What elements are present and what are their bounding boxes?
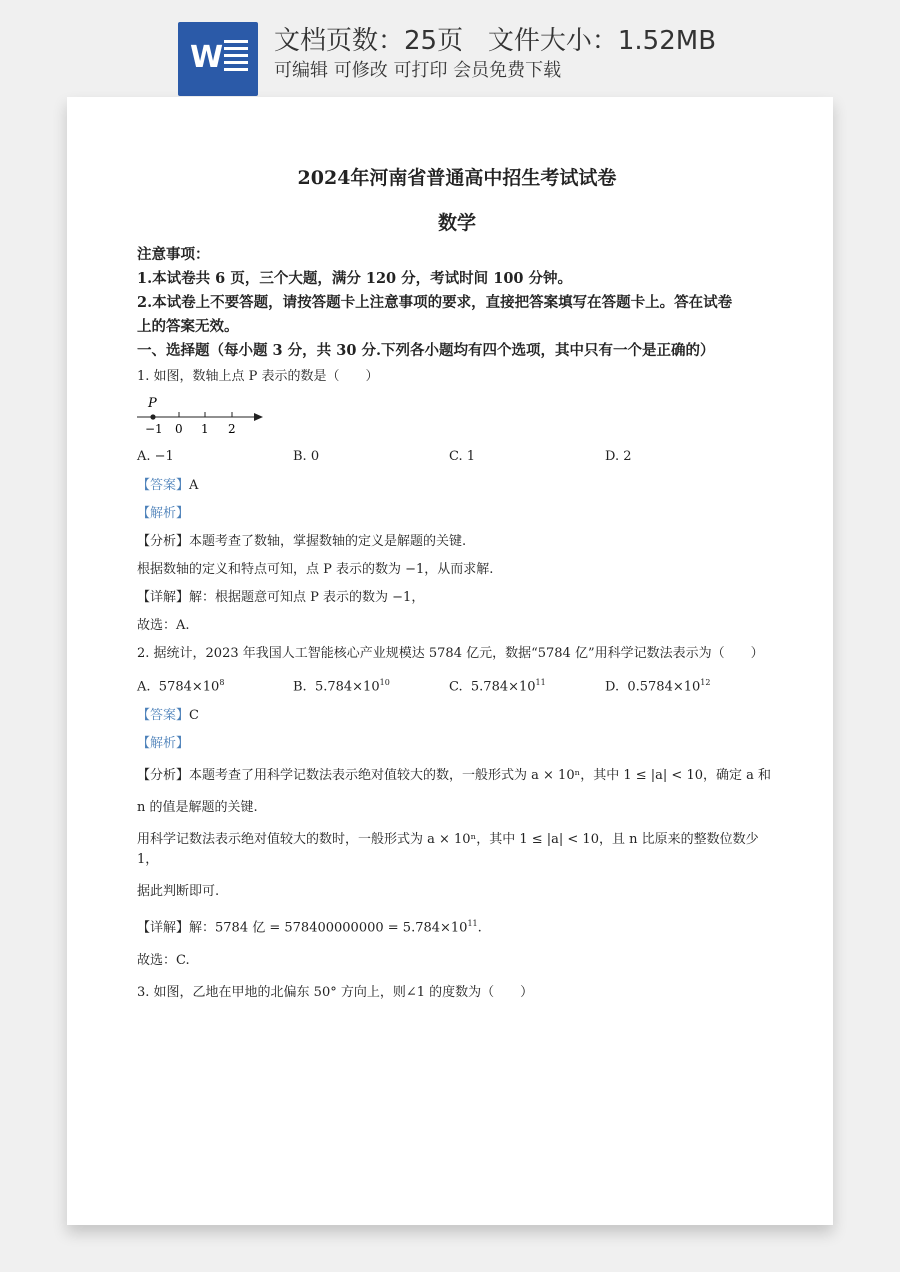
option-base: 5.784×10 xyxy=(314,679,380,695)
document-page xyxy=(67,97,833,1225)
fenxi-tag: 【分析】 xyxy=(137,768,190,784)
q2-option-c xyxy=(449,678,605,694)
option-base: 5.784×10 xyxy=(470,679,536,695)
q2-option-b xyxy=(293,678,449,694)
q2-analysis-tag: 【解析】 xyxy=(137,736,190,752)
q1-options xyxy=(137,449,777,464)
q1-analysis-tag: 【解析】 xyxy=(137,506,190,521)
point-p-label: P xyxy=(148,396,157,411)
option-label: D. xyxy=(605,679,620,695)
tick-label: 1 xyxy=(201,422,209,436)
q1-option-c: C. 1 xyxy=(449,449,476,464)
number-line-svg xyxy=(137,395,277,439)
q2-answer xyxy=(137,706,777,726)
q1-reason: 根据数轴的定义和特点可知，点 P 表示的数为 −1，从而求解. xyxy=(137,562,494,577)
answer-tag: 【答案】 xyxy=(137,478,190,493)
option-label: A. xyxy=(137,679,151,695)
option-base: 5784×10 xyxy=(158,679,220,695)
detail-tag: 【详解】 xyxy=(137,920,190,936)
q2-options xyxy=(137,678,777,694)
fenxi-text: 本题考查了数轴，掌握数轴的定义是解题的关键. xyxy=(189,534,467,549)
answer-tag: 【答案】 xyxy=(137,708,190,724)
q2-choose: 故选：C. xyxy=(137,952,190,968)
point-p-dot xyxy=(150,414,155,419)
download-banner xyxy=(0,0,900,100)
word-doc-icon: W xyxy=(178,22,258,96)
option-exp: 11 xyxy=(535,678,546,687)
q2-fenxi-a xyxy=(137,766,777,786)
q2-reason-a: 用科学记数法表示绝对值较大的数时，一般形式为 a × 10ⁿ，其中 1 ≤ |a| < 10，且 n 比原来的整数位数少 1， xyxy=(137,832,759,868)
exam-title: 2024年河南省普通高中招生考试试卷 xyxy=(297,167,617,189)
q1-fenxi xyxy=(137,532,777,552)
fenxi-tag: 【分析】 xyxy=(137,534,190,549)
note-2a: 2.本试卷上不要答题，请按答题卡上注意事项的要求，直接把答案填写在答题卡上。答在试卷 xyxy=(137,294,733,311)
answer-value: A xyxy=(189,478,199,493)
q2-option-a xyxy=(137,678,293,694)
q2-option-d xyxy=(605,678,761,694)
option-exp: 10 xyxy=(379,678,390,687)
answer-value: C xyxy=(189,708,199,724)
note-2b: 上的答案无效。 xyxy=(137,318,239,335)
option-label: B. xyxy=(293,679,307,695)
tick-label: −1 xyxy=(145,422,163,436)
q1-option-d: D. 2 xyxy=(605,449,632,464)
exam-subject: 数学 xyxy=(437,212,476,234)
detail-exp: 11 xyxy=(467,919,478,929)
option-label: C. xyxy=(449,679,463,695)
q2-detail xyxy=(137,914,777,938)
detail-tag: 【详解】 xyxy=(137,590,190,605)
option-exp: 12 xyxy=(700,678,711,687)
q1-choose: 故选：A. xyxy=(137,618,190,633)
q2-reason-b: 据此判断即可. xyxy=(137,884,220,900)
q2-fenxi-b: n 的值是解题的关键. xyxy=(137,800,258,816)
option-base: 0.5784×10 xyxy=(627,679,701,695)
detail-end: . xyxy=(477,920,482,936)
q1-option-a: A. −1 xyxy=(137,449,174,464)
q1-stem: 1. 如图，数轴上点 P 表示的数是（ ） xyxy=(137,369,379,384)
tick-label: 0 xyxy=(175,422,183,436)
q1-detail xyxy=(137,588,777,608)
option-exp: 8 xyxy=(219,678,225,687)
number-line-figure xyxy=(137,395,277,439)
q1-option-b: B. 0 xyxy=(293,449,320,464)
doc-actions-line: 可编辑 可修改 可打印 会员免费下载 xyxy=(274,60,562,81)
q2-stem: 2. 据统计，2023 年我国人工智能核心产业规模达 5784 亿元，数据“5784 亿”用科学记数法表示为（ ） xyxy=(137,646,764,661)
fenxi-text: 本题考查了用科学记数法表示绝对值较大的数，一般形式为 a × 10ⁿ，其中 1 ≤ |a| < 10，确定 a 和 xyxy=(189,768,772,784)
section-1-heading: 一、选择题（每小题 3 分，共 30 分.下列各小题均有四个选项，其中只有一个是正确的） xyxy=(137,342,715,359)
detail-text: 解：根据题意可知点 P 表示的数为 −1， xyxy=(189,590,425,605)
detail-text: 解：5784 亿 = 578400000000 = 5.784×10 xyxy=(189,920,468,936)
note-1: 1.本试卷共 6 页，三个大题，满分 120 分，考试时间 100 分钟。 xyxy=(137,270,573,287)
page-content xyxy=(137,157,777,1003)
tick-label: 2 xyxy=(228,422,236,436)
q1-answer xyxy=(137,476,777,496)
q3-stem: 3. 如图，乙地在甲地的北偏东 50° 方向上，则∠1 的度数为（ ） xyxy=(137,984,534,1000)
notes-heading: 注意事项： xyxy=(137,246,210,263)
doc-info-line: 文档页数：25页 文件大小：1.52MB xyxy=(274,26,717,56)
